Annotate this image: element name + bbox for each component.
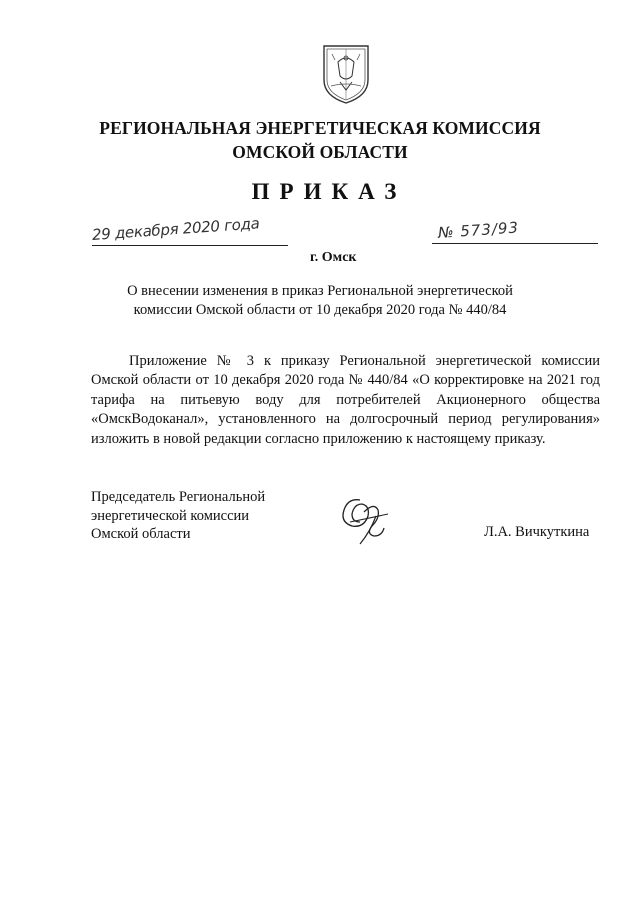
signer-position-line1: Председатель Региональной [91, 489, 266, 505]
signer-position-line3: Омской области [91, 526, 191, 542]
signer-name: Л.А. Вичкуткина [484, 524, 590, 540]
signer-position-line2: энергетической комиссии [91, 507, 250, 524]
city-label: г. Омск [310, 250, 357, 265]
signer-position [91, 488, 321, 544]
organization-name-line1: РЕГИОНАЛЬНАЯ ЭНЕРГЕТИЧЕСКАЯ КОМИССИЯ [99, 118, 541, 138]
date-underline [92, 245, 288, 246]
document-type-title: ПРИКАЗ [251, 179, 407, 204]
document-subject: О внесении изменения в приказ Региональной энергетической комиссии Омской области от 10 декабря 2020 года № 440/84 [127, 283, 513, 318]
handwritten-date: 29 декабря 2020 года [91, 214, 261, 244]
handwritten-signature-icon [330, 492, 400, 548]
document-body: Приложение № 3 к приказу Региональной энергетической комиссии Омской области от 10 декабря 2020 года № 440/84 «О корректировке на 2021 год тарифа на питьевую воду для потребителей Акционерного общества «ОмскВодоканал», установленного на долгосрочный период регулирования» изложить в новой редакции согласно приложению к настоящему приказу. [91, 353, 600, 447]
coat-of-arms-icon [318, 42, 374, 106]
organization-name-line2: ОМСКОЙ ОБЛАСТИ [232, 142, 408, 162]
handwritten-document-number: № 573/93 [437, 218, 520, 242]
number-underline [432, 243, 598, 244]
